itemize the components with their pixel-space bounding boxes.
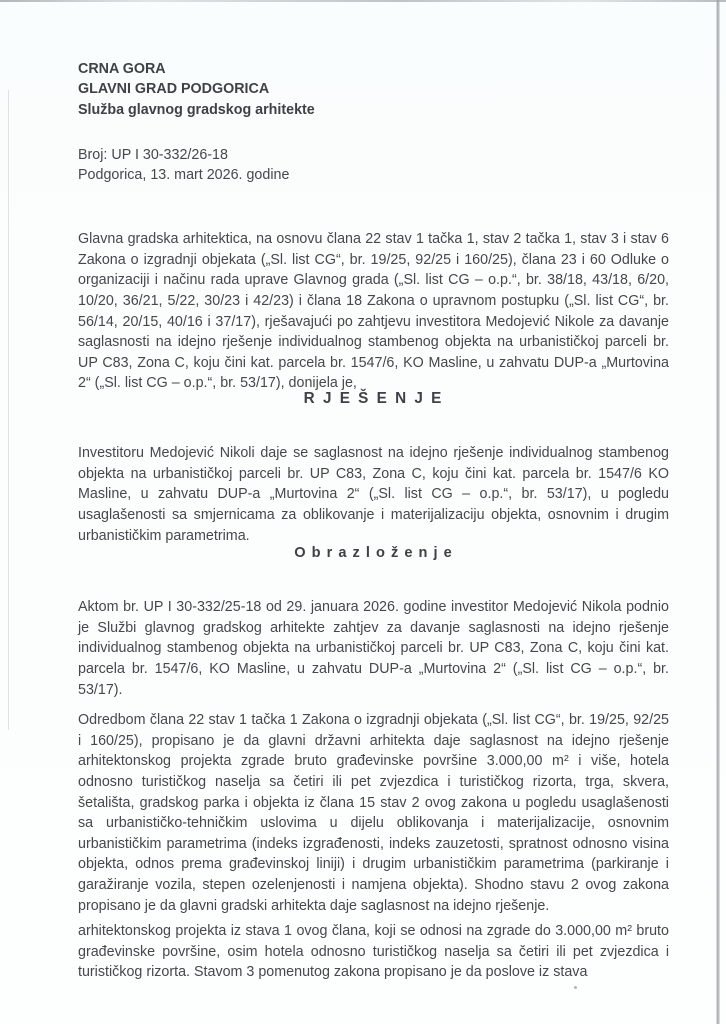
decision-paragraph: Investitoru Medojević Nikoli daje se saglasnost na idejno rješenje individualnog stambenog objekta na urbanističkoj parceli br. UP C83, Zona C, koju čini kat. parcela br. 1547/6 KO Masline, u zahvatu DUP-a „Murtovina 2“ („Sl. list CG – o.p.“, br. 53/17), u pogledu usaglašenosti sa smjernicama za oblikovanje i materijalizaciju objekta, osnovnim i drugim urbanističkim parametrima. [78, 445, 669, 544]
rationale-paragraph-1: Aktom br. UP I 30-332/25-18 od 29. januara 2026. godine investitor Medojević Nikola podnio je Službi glavnog gradskog arhitekte zahtjev za davanje saglasnosti na idejno rješenje individualnog stambenog objekta na urbanističkoj parceli br. UP C83, Zona C, koju čini kat. parcela br. 1547/6, KO Masline, u zahvatu DUP-a „Murtovina 2“ („Sl. list CG – o.p.“, br. 53/17). [78, 599, 669, 698]
scan-edge-top-line [0, 0, 726, 2]
letterhead-city: GLAVNI GRAD PODGORICA [78, 81, 270, 98]
reference-block [78, 145, 289, 186]
rationale-paragraph-3: arhitektonskog projekta iz stava 1 ovog člana, koji se odnosi na zgrade do 3.000,00 m² bruto građevinske površine, osim hotela odnosno turističkog naselja sa četiri ili pet zvjezdica i turističkog rizorta. Stavom 3 pomenutog zakona propisano je da poslove iz stava [78, 923, 669, 981]
case-number: Broj: UP I 30-332/26-18 [78, 147, 228, 163]
rationale-heading: O b r a z l o ž e n j e [294, 545, 453, 561]
letterhead-country: CRNA GORA [78, 61, 166, 77]
scan-noise-dot [574, 986, 577, 989]
letterhead-office: Služba glavnog gradskog arhitekte [78, 101, 315, 118]
decision-heading: R J E Š E N J E [303, 390, 444, 407]
scan-edge-right-line [716, 0, 720, 1024]
scan-edge-left-line [8, 90, 9, 730]
letterhead [78, 59, 315, 120]
place-and-date: Podgorica, 13. mart 2026. godine [78, 167, 290, 184]
rationale-paragraph-2: Odredbom člana 22 stav 1 tačka 1 Zakona o izgradnji objekata („Sl. list CG“, br. 19/25, 92/25 i 160/25), propisano je da glavni državni arhitekta daje saglasnost na idejno rješenje arhitektonskog projekta zgrade bruto građevinske površine 3.000,00 m² i više, hotela odnosno turističkog naselja sa četiri ili pet zvjezdica i turističkog rizorta, trga, skvera, šetališta, gradskog parka i objekta iz člana 15 stav 2 ovog zakona u pogledu usaglašenosti sa urbanističko-tehničkim uslovima u dijelu oblikovanja i materijalizacije, osnovnim urbanističkim parametrima (indeks izgrađenosti, indeks zauzetosti, spratnost odnosno visina objekta, odnos prema građevinskoj liniji) i drugim urbanističkim parametrima (parkiranje i garažiranje vozila, stepen ozelenjenosti i namjena objekta). Shodno stavu 2 ovog zakona propisano je da glavni gradski arhitekta daje saglasnost na idejno rješenje. [78, 712, 669, 914]
intro-paragraph: Glavna gradska arhitektica, na osnovu člana 22 stav 1 tačka 1, stav 2 tačka 1, stav 3 i stav 6 Zakona o izgradnji objekata („Sl. list CG“, br. 19/25, 92/25 i 160/25), člana 23 i 60 Odluke o organizaciji i načinu rada uprave Glavnog grada („Sl. list CG – o.p.“, br. 38/18, 43/18, 6/20, 10/20, 36/21, 5/22, 30/23 i 42/23) i člana 18 Zakona o upravnom postupku („Sl. list CG“, br. 56/14, 20/15, 40/16 i 37/17), rješavajući po zahtjevu investitora Medojević Nikole za davanje saglasnosti na idejno rješenje individualnog stambenog objekta na urbanističkoj parceli br. UP C83, Zona C, koju čini kat. parcela br. 1547/6, KO Masline, u zahvatu DUP-a „Murtovina 2“ („Sl. list CG – o.p.“, br. 53/17), donijela je, [78, 231, 669, 392]
